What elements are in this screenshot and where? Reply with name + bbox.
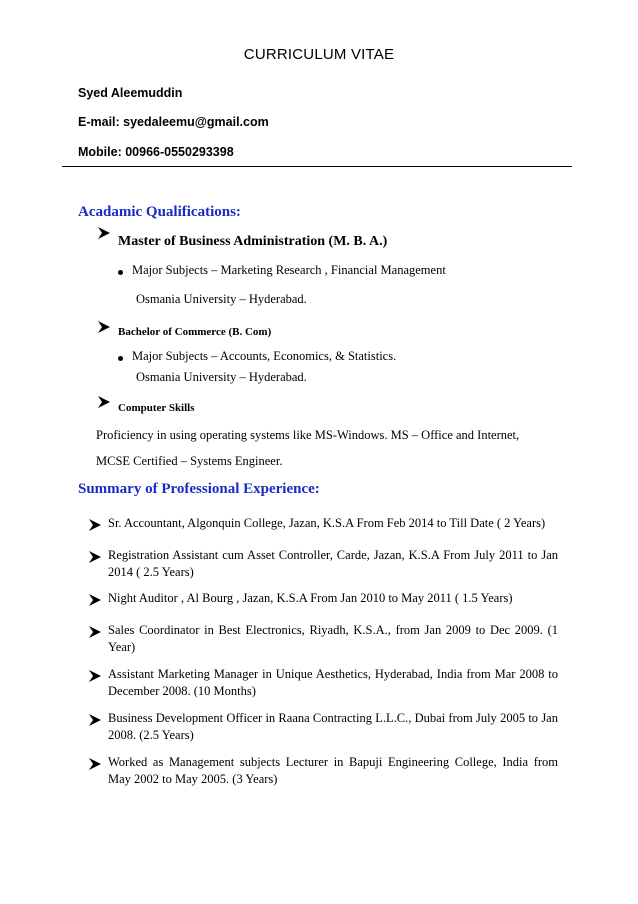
bcom-subjects: Major Subjects – Accounts, Economics, & Statistics. xyxy=(132,349,397,363)
mba-degree: Master of Business Administration (M. B. A.) xyxy=(118,234,388,249)
bcom-university: Osmania University – Hyderabad. xyxy=(136,370,307,384)
computer-skills-line-1: Proficiency in using operating systems like MS-Windows. MS – Office and Internet, xyxy=(96,428,520,442)
arrow-bullet-icon xyxy=(88,518,102,532)
mobile-line: Mobile: 00966-0550293398 xyxy=(78,145,234,159)
arrow-bullet-icon xyxy=(88,550,102,564)
arrow-bullet-icon xyxy=(97,226,111,240)
arrow-bullet-icon xyxy=(88,757,102,771)
arrow-bullet-icon xyxy=(88,713,102,727)
email-line: E-mail: syedaleemu@gmail.com xyxy=(78,115,269,129)
arrow-bullet-icon xyxy=(97,320,111,334)
experience-item: Sales Coordinator in Best Electronics, Riyadh, K.S.A., from Jan 2009 to Dec 2009. (1 Year) xyxy=(108,623,558,654)
experience-item: Worked as Management subjects Lecturer in Bapuji Engineering College, India from May 2002 to May 2005. (3 Years) xyxy=(108,755,558,786)
arrow-bullet-icon xyxy=(88,593,102,607)
qualifications-heading: Acadamic Qualifications: xyxy=(78,204,241,220)
document-title: CURRICULUM VITAE xyxy=(243,46,395,63)
mba-subjects: Major Subjects – Marketing Research , Financial Management xyxy=(132,263,446,277)
arrow-bullet-icon xyxy=(88,669,102,683)
bullet-dot-icon xyxy=(118,270,123,275)
experience-item: Night Auditor , Al Bourg , Jazan, K.S.A From Jan 2010 to May 2011 ( 1.5 Years) xyxy=(108,591,513,605)
experience-item: Assistant Marketing Manager in Unique Aesthetics, Hyderabad, India from Mar 2008 to December 2008. (10 Months) xyxy=(108,667,558,698)
experience-heading: Summary of Professional Experience: xyxy=(78,481,320,497)
experience-item: Registration Assistant cum Asset Controller, Carde, Jazan, K.S.A From July 2011 to Jan 2014 ( 2.5 Years) xyxy=(108,548,558,579)
arrow-bullet-icon xyxy=(97,395,111,409)
experience-item: Business Development Officer in Raana Contracting L.L.C., Dubai from July 2005 to Jan 2008. (2.5 Years) xyxy=(108,711,558,742)
bcom-degree: Bachelor of Commerce (B. Com) xyxy=(118,326,272,338)
experience-item: Sr. Accountant, Algonquin College, Jazan, K.S.A From Feb 2014 to Till Date ( 2 Years) xyxy=(108,516,546,530)
header-divider xyxy=(62,166,572,167)
arrow-bullet-icon xyxy=(88,625,102,639)
computer-skills-line-2: MCSE Certified – Systems Engineer. xyxy=(96,454,283,468)
bullet-dot-icon xyxy=(118,356,123,361)
mba-university: Osmania University – Hyderabad. xyxy=(136,292,307,306)
candidate-name: Syed Aleemuddin xyxy=(78,86,183,100)
computer-skills-heading: Computer Skills xyxy=(118,402,195,414)
